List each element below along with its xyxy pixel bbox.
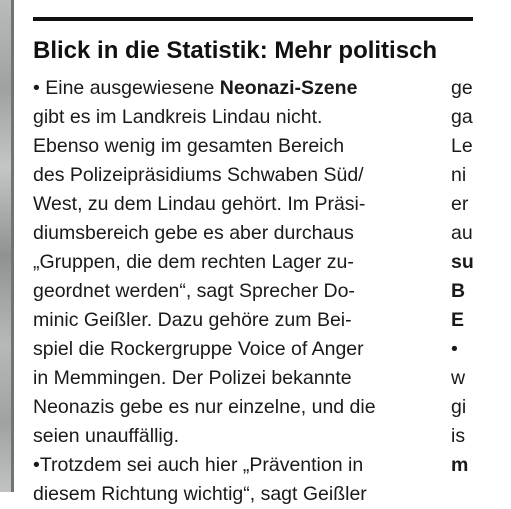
paragraph-2-line-2: diesem Richtung wichtig“, sagt Geißler	[33, 483, 367, 505]
paragraph-1-line-11: in Memmingen. Der Polizei bekannte	[33, 367, 352, 389]
right-column-line-5: er	[451, 193, 469, 215]
right-column-line-3: Le	[451, 135, 473, 157]
text-run: Eine ausgewiesene	[39, 77, 220, 99]
article-headline: Blick in die Statistik: Mehr politisch	[33, 37, 438, 64]
paragraph-1-line-10: spiel die Rockergruppe Voice of Anger	[33, 338, 364, 360]
article-column-right	[451, 74, 511, 480]
paragraph-1-line-6: diumsbereich gebe es aber durchaus	[33, 222, 354, 244]
right-column-line-9: E	[451, 309, 465, 331]
bullet: •	[33, 77, 40, 99]
paragraph-1-line-5: West, zu dem Lindau gehört. Im Präsi-	[33, 193, 366, 215]
paragraph-1-line-12: Neonazis gebe es nur einzelne, und die	[33, 396, 376, 418]
headline-rule	[33, 17, 473, 21]
right-column-line-4: ni	[451, 164, 467, 186]
paragraph-1-line-7: „Gruppen, die dem rechten Lager zu-	[33, 251, 354, 273]
right-column-line-8: B	[451, 280, 466, 302]
paragraph-1-line-13: seien unauffällig.	[33, 425, 180, 447]
paragraph-1-line-2: gibt es im Landkreis Lindau nicht.	[33, 106, 323, 128]
right-column-line-7: su	[451, 251, 474, 273]
right-column-line-11: w	[451, 367, 466, 389]
paragraph-1-line-3: Ebenso wenig im gesamten Bereich	[33, 135, 345, 157]
bullet: •	[33, 454, 40, 476]
paragraph-1-line-9: minic Geißler. Dazu gehöre zum Bei-	[33, 309, 352, 331]
right-column-line-14: m	[451, 454, 469, 476]
paragraph-1-line-1	[33, 74, 425, 103]
right-column-line-6: au	[451, 222, 473, 244]
right-column-line-1: ge	[451, 77, 473, 99]
text-run: Trotzdem sei auch hier „Prävention in	[39, 454, 364, 476]
right-column-line-12: gi	[451, 396, 467, 418]
adjacent-photo-edge	[0, 0, 14, 492]
article-column-left	[33, 74, 425, 509]
right-column-line-10: •	[451, 338, 458, 360]
article-column-right-clip	[451, 74, 474, 492]
right-column-line-13: is	[451, 425, 466, 447]
paragraph-1-line-4: des Polizeipräsidiums Schwaben Süd/	[33, 164, 364, 186]
paragraph-1-line-8: geordnet werden“, sagt Sprecher Do-	[33, 280, 355, 302]
right-column-line-2: ga	[451, 106, 473, 128]
paragraph-2-line-1	[33, 451, 425, 480]
keyword-bold: Neonazi-Szene	[219, 77, 358, 99]
